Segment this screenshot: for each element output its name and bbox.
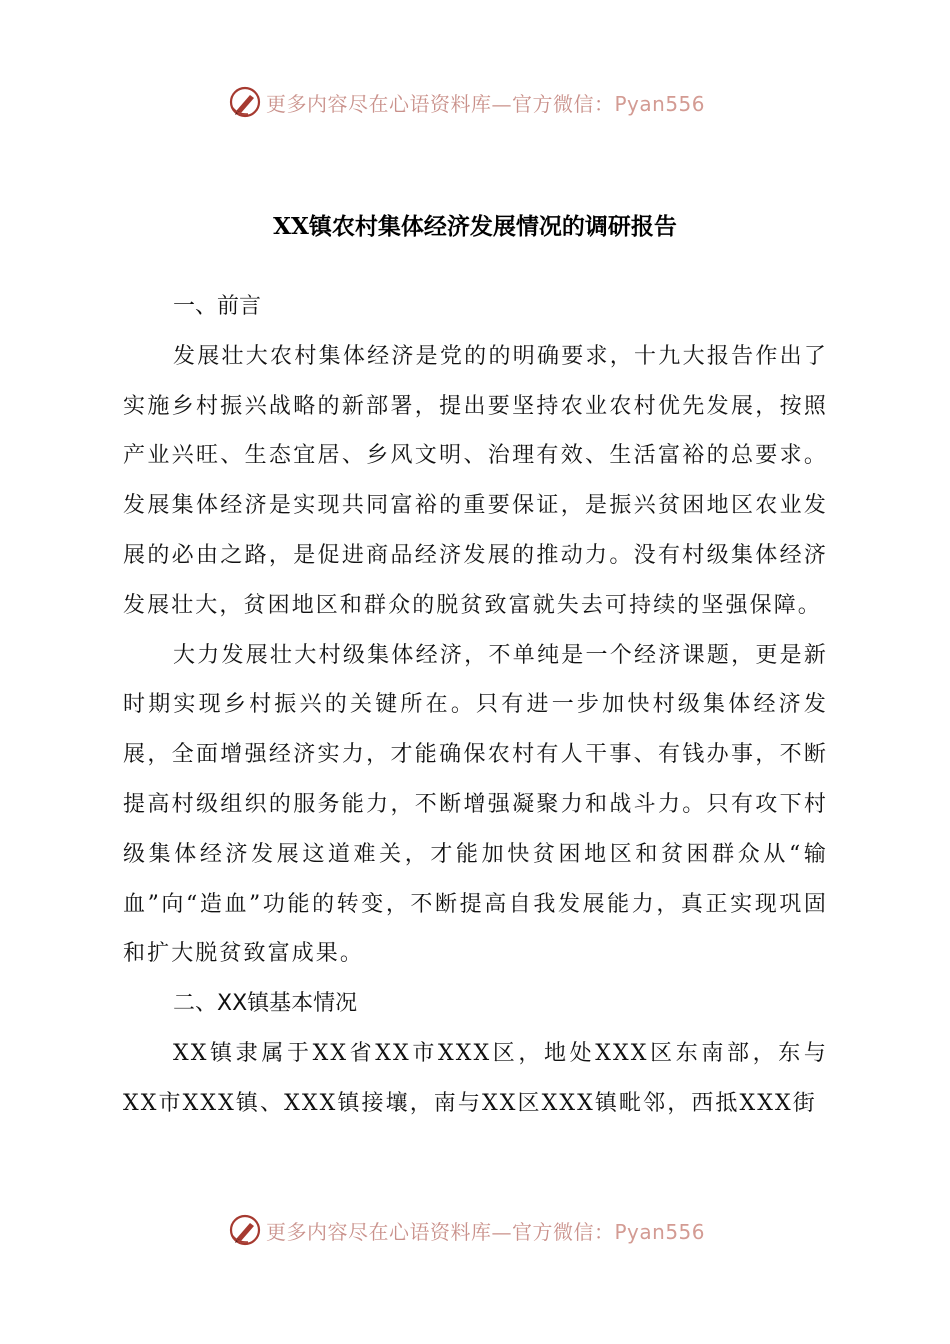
pen-logo-icon — [228, 85, 262, 119]
wechat-id: Pyan556 — [614, 91, 706, 116]
document-title: XX镇农村集体经济发展情况的调研报告 — [273, 213, 677, 240]
watermark-banner-bottom — [0, 1210, 950, 1250]
watermark-text: 更多内容尽在心语资料库—官方微信：Pyan556 — [266, 1219, 706, 1244]
watermark-text: 更多内容尽在心语资料库—官方微信：Pyan556 — [266, 91, 706, 116]
pen-logo-icon — [228, 1213, 262, 1247]
paragraph-2: 大力发展壮大村级集体经济，不单纯是一个经济课题，更是新时期实现乡村振兴的关键所在。只有进一步加快村级集体经济发展，全面增强经济实力，才能确保农村有人干事、有钱办事，不断提高村级组织的服务能力，不断增强凝聚力和战斗力。只有攻下村级集体经济发展这道难关，才能加快贫困地区和贫困群众从“输血”向“造血”功能的转变，不断提高自我发展能力，真正实现巩固和扩大脱贫致富成果。 — [123, 642, 828, 967]
paragraph-1: 发展壮大农村集体经济是党的的明确要求，十九大报告作出了实施乡村振兴战略的新部署，提出要坚持农业农村优先发展，按照产业兴旺、生态宜居、乡风文明、治理有效、生活富裕的总要求。发展集体经济是实现共同富裕的重要保证，是振兴贫困地区农业发展的必由之路，是促进商品经济发展的推动力。没有村级集体经济发展壮大，贫困地区和群众的脱贫致富就失去可持续的坚强保障。 — [123, 343, 828, 618]
watermark-banner-top — [0, 82, 950, 122]
section-heading-preface: 一、前言 — [173, 294, 262, 319]
wechat-id: Pyan556 — [614, 1219, 706, 1244]
section-heading-basic-info: 二、XX镇基本情况 — [173, 991, 358, 1017]
paragraph-3: XX镇隶属于XX省XX市XXX区，地处XXX区东南部，东与XX市XXX镇、XXX镇接壤，南与XX区XXX镇毗邻，西抵XXX街 — [123, 1040, 828, 1116]
document-body — [123, 282, 828, 1129]
